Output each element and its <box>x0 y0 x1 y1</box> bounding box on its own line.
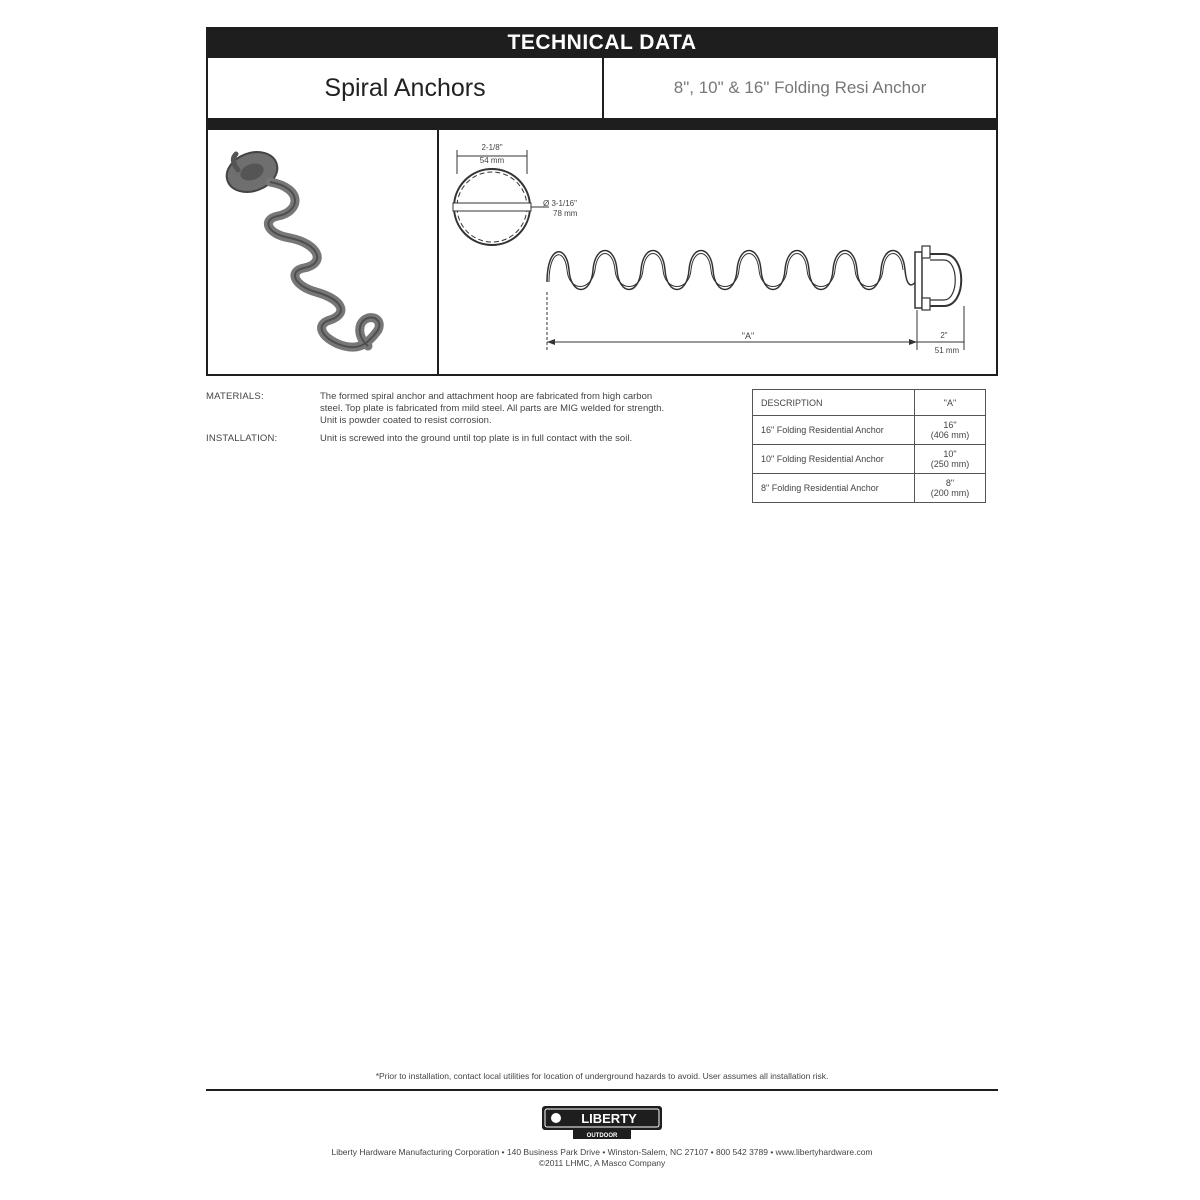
materials-line-2: steel. Top plate is fabricated from mild steel. All parts are MIG welded for strength. <box>320 403 665 414</box>
hoop-dimension-label: 2" <box>940 331 948 340</box>
anchor-dimension-drawing <box>439 130 996 374</box>
row-description: 16" Folding Residential Anchor <box>753 416 915 445</box>
materials-label: MATERIALS: <box>206 391 264 402</box>
header-a: "A" <box>915 390 986 416</box>
installation-text: Unit is screwed into the ground until top plate is in full contact with the soil. <box>320 433 633 444</box>
row-description: 8" Folding Residential Anchor <box>753 474 915 503</box>
sunburst-icon <box>551 1113 561 1123</box>
installation-footnote: *Prior to installation, contact local utilities for location of underground hazards to avoid. User assumes all installation risk. <box>375 1071 829 1081</box>
materials-text <box>320 391 746 427</box>
company-address: Liberty Hardware Manufacturing Corporation • 140 Business Park Drive • Winston-Salem, NC 27107 • 800 542 3789 • www.libertyhardware.com <box>331 1147 873 1157</box>
row-value-imperial: 10" <box>943 449 957 459</box>
liberty-logo <box>541 1104 663 1140</box>
row-value-imperial: 16" <box>943 420 957 430</box>
header-description: DESCRIPTION <box>753 390 915 416</box>
row-value-imperial: 8" <box>945 478 955 488</box>
figure-row <box>206 130 998 376</box>
copyright: ©2011 LHMC, A Masco Company <box>538 1158 666 1168</box>
materials-line-3: Unit is powder coated to resist corrosion. <box>320 415 492 426</box>
product-name: Spiral Anchors <box>208 58 604 118</box>
company-info <box>206 1147 998 1169</box>
diameter-metric: 78 mm <box>553 209 578 218</box>
anchor-size-table <box>752 389 986 503</box>
divider-band <box>206 120 998 130</box>
row-value <box>915 416 986 445</box>
width-dimension-metric: 54 mm <box>479 156 505 165</box>
product-variant: 8", 10" & 16" Folding Resi Anchor <box>673 78 927 97</box>
table-row <box>753 474 986 503</box>
footer-rule <box>206 1089 998 1091</box>
row-description: 10" Folding Residential Anchor <box>753 445 915 474</box>
technical-drawing-cell <box>439 130 996 374</box>
table-row <box>753 445 986 474</box>
logo-brand: LIBERTY <box>581 1111 637 1126</box>
materials-line-1: The formed spiral anchor and attachment hoop are fabricated from high carbon <box>320 391 653 402</box>
spiral-anchor-photo <box>208 130 437 374</box>
attachment-hoop <box>930 254 961 306</box>
logo-sub: OUTDOOR <box>586 1133 618 1139</box>
installation-label: INSTALLATION: <box>206 433 278 444</box>
row-value <box>915 474 986 503</box>
specifications <box>206 391 746 451</box>
length-a-label: "A" <box>741 331 755 341</box>
row-value-metric: (200 mm) <box>930 488 970 498</box>
row-value-metric: (406 mm) <box>930 430 970 440</box>
materials-row <box>206 391 746 427</box>
row-value-metric: (250 mm) <box>930 459 970 469</box>
table-row <box>753 416 986 445</box>
installation-row <box>206 433 746 445</box>
table-header-row <box>753 390 986 416</box>
diameter-label: Ø 3-1/16" <box>543 199 577 208</box>
width-dimension-label: 2-1/8" <box>481 143 503 152</box>
row-value <box>915 445 986 474</box>
hoop-dimension-metric: 51 mm <box>934 346 960 355</box>
product-header-row <box>206 58 998 120</box>
product-photo-cell <box>208 130 439 374</box>
technical-data-title: TECHNICAL DATA <box>206 27 998 58</box>
